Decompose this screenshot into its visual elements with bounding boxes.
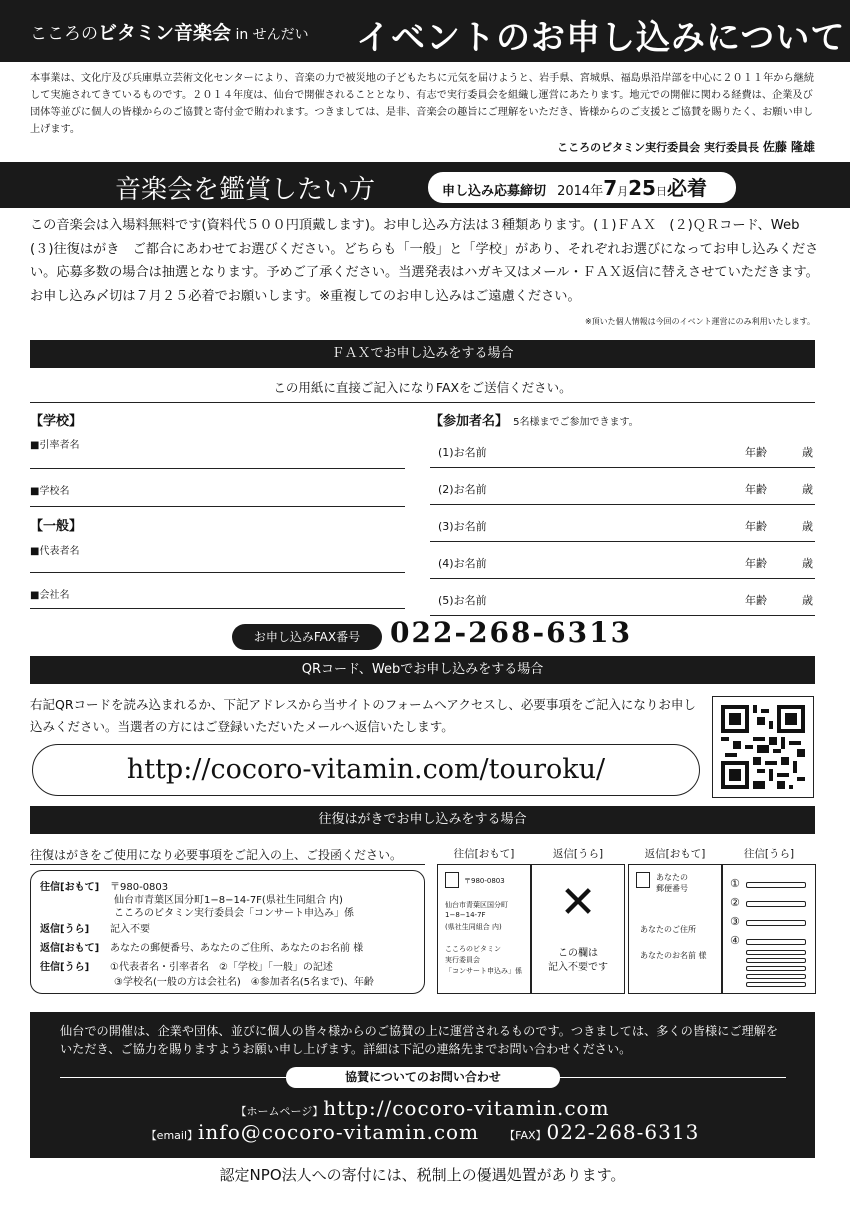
- card1-addr2: 1−8−14-7F: [445, 911, 486, 919]
- fax-number-label: お申し込みFAX番号: [232, 624, 382, 650]
- card4-line-box: [746, 974, 806, 979]
- qr-code[interactable]: [712, 696, 814, 798]
- postcard-row-label: 返信[おもて]: [40, 943, 100, 954]
- intro-signature: こころのビタミン実行委員会 実行委員長 佐藤 隆雄: [557, 140, 815, 154]
- school-name-field[interactable]: [30, 506, 405, 507]
- intro-text: 本事業は、文化庁及び兵庫県立芸術文化センターにより、音楽の力で被災地の子どもたちに元気を届けようと、岩手県、宮城県、福島県沿岸部を中心に２０１１年から継続して実施されてきているものです。２０１４年度は、仙台で開催されることとなり、有志で実行委員会を組織し運営にあたります。地元での開催に関わる経費は、企業及び団体等並びに個人の皆様からのご協賛と寄付金で賄われます。つきましては、是非、音楽会の趣旨にご理解をいただき、皆様からのご支援とご協賛を賜りたく、お願い申し上げます。: [30, 73, 815, 135]
- postcard-row-value: あなたの郵便番号、あなたのご住所、あなたのお名前 様: [110, 943, 364, 954]
- postcard-row-value: 記入不要: [110, 924, 150, 935]
- participant-age-label: 年齢: [745, 594, 767, 607]
- card1-to2: 実行委員会: [445, 956, 480, 964]
- card4-item-mark: ①: [730, 877, 740, 890]
- card1-addr3: (県社生同組合 内): [445, 923, 502, 931]
- url-text[interactable]: http://cocoro-vitamin.com/touroku/: [126, 754, 606, 785]
- participant-age-label: 年齢: [745, 557, 767, 570]
- card4-line-box: [746, 920, 806, 926]
- tax-note: 認定NPO法人への寄付には、税制上の優遇処置があります。: [219, 1166, 626, 1184]
- participant-age-unit: 歳: [802, 483, 813, 496]
- card4-item-mark: ③: [730, 915, 740, 928]
- page-title: イベントのお申し込みについて: [356, 18, 846, 58]
- card-header: 往信[おもて]: [453, 848, 515, 860]
- participant-age-unit: 歳: [802, 520, 813, 533]
- sponsor-text: 仙台での開催は、企業や団体、並びに個人の皆々様からのご協賛の上に運営されるものです。つきましては、多くの皆様にご理解をいただき、ご協力を賜りますようお願い申し上げます。詳細は下記の連絡先までお問い合わせください。: [60, 1024, 779, 1056]
- card4-item-mark: ②: [730, 896, 740, 909]
- participant-name-label: (2)お名前: [438, 483, 487, 496]
- card1-to1: こころのビタミン: [445, 945, 501, 953]
- card4-line-box: [746, 882, 806, 888]
- card4-line-box: [746, 958, 806, 963]
- participant-age-label: 年齢: [745, 520, 767, 533]
- general-label: 【一般】: [30, 519, 83, 534]
- card2-note1: この欄は: [558, 948, 598, 959]
- postcard-rule: [30, 864, 425, 865]
- participants-header: 【参加者名】 5名様までご参加できます。: [430, 414, 639, 429]
- school-name-label: ■学校名: [30, 486, 70, 497]
- participant-age-unit: 歳: [802, 594, 813, 607]
- card3-zip2: 郵便番号: [656, 884, 688, 893]
- brand-title: こころのビタミン音楽会 in せんだい: [30, 22, 309, 44]
- participant-name-label: (4)お名前: [438, 557, 487, 570]
- card4-line-box: [746, 950, 806, 955]
- school-label: 【学校】: [30, 414, 83, 429]
- qr-code-icon: [721, 705, 805, 789]
- contact-heading: 協賛についてのお問い合わせ: [286, 1067, 560, 1088]
- postcard-instruction: 往復はがきをご使用になり必要事項をご記入の上、ご投函ください。: [30, 848, 403, 862]
- postcard-row-value: ①代表者名・引率者名 ②「学校」「一般」の記述: [110, 962, 333, 973]
- teacher-label: ■引率者名: [30, 440, 80, 451]
- web-instruction: 右記QRコードを読み込まれるか、下記アドレスから当サイトのフォームへアクセスし、必要事項をご記入になりお申し込みください。当選者の方にはご登録いただいたメールへ返信いたします。: [30, 697, 696, 734]
- company-label: ■会社名: [30, 590, 70, 601]
- fax-top-rule: [30, 402, 815, 403]
- postcard-row-value: 〒980-0803: [110, 882, 169, 893]
- participant-name-label: (1)お名前: [438, 446, 487, 459]
- web-heading: QRコード、Webでお申し込みをする場合: [30, 656, 815, 684]
- deadline-badge: 申し込み応募締切 2014年7月25日必着: [428, 172, 736, 203]
- card1-zip: 〒980-0803: [464, 877, 505, 885]
- participant-name-label: (3)お名前: [438, 520, 487, 533]
- rep-label: ■代表者名: [30, 546, 80, 557]
- participant-row[interactable]: [430, 547, 815, 579]
- url-box[interactable]: [32, 744, 700, 796]
- participant-row[interactable]: [430, 473, 815, 505]
- card3-zip1: あなたの: [656, 873, 688, 882]
- rep-field[interactable]: [30, 572, 405, 573]
- postcard-heading: 往復はがきでお申し込みをする場合: [30, 806, 815, 834]
- cross-icon: ✕: [559, 877, 597, 928]
- participant-age-unit: 歳: [802, 557, 813, 570]
- concert-heading: 音楽会を鑑賞したい方: [115, 175, 376, 205]
- card-header: 往信[うら]: [743, 848, 795, 860]
- card4-item-mark: ④: [730, 934, 740, 947]
- card-header: 返信[うら]: [552, 848, 604, 860]
- privacy-note: ※頂いた個人情報は今回のイベント運営にのみ利用いたします。: [584, 317, 815, 326]
- participant-row[interactable]: [430, 436, 815, 468]
- participant-age-label: 年齢: [745, 483, 767, 496]
- card1-to3: 「コンサート申込み」係: [445, 967, 522, 975]
- card2-note2: 記入不要です: [548, 962, 608, 973]
- participant-row[interactable]: [430, 510, 815, 542]
- concert-body: この音楽会は入場料無料です(資料代５００円頂戴します)。お申し込み方法は３種類あります。(１)ＦＡＸ (２)ＱＲコード、Web (３)往復はがき ご都合にあわせてお選びください。どちらも「一般」と「学校」があり、それぞれお選びになってお申し込みください。応募多数の場合は抽選となります。予めご了承ください。当選発表はハガキ又はメール・ＦＡＸ返信に替えさせていただきます。お申し込み〆切は７月２５必着でお願いします。※重複してのお申し込みはご遠慮ください。: [30, 218, 819, 304]
- company-field[interactable]: [30, 608, 405, 609]
- card4-line-box: [746, 901, 806, 907]
- card1-addr1: 仙台市青葉区国分町: [445, 901, 508, 909]
- postcard-row-label: 往信[うら]: [40, 962, 90, 973]
- card3-zip-box: [636, 872, 650, 888]
- participant-age-label: 年齢: [745, 446, 767, 459]
- participant-age-unit: 歳: [802, 446, 813, 459]
- participant-name-label: (5)お名前: [438, 594, 487, 607]
- teacher-field[interactable]: [30, 468, 405, 469]
- postcard-row-label: 返信[うら]: [40, 924, 90, 935]
- contact-email-fax: 【email】info@cocoro-vitamin.com 【FAX】022-268-6313: [145, 1120, 700, 1144]
- postcard-row-value: こころのビタミン実行委員会「コンサート申込み」係: [114, 908, 354, 919]
- participant-row[interactable]: [430, 584, 815, 616]
- card4-line-box: [746, 939, 806, 945]
- card-header: 返信[おもて]: [644, 848, 706, 860]
- card4-line-box: [746, 982, 806, 987]
- card1-zip-box: [445, 872, 459, 888]
- fax-instruction: この用紙に直接ご記入になりFAXをご送信ください。: [273, 380, 572, 395]
- postcard-row-value: 仙台市青葉区国分町1−8−14-7F(県社生同組合 内): [114, 895, 343, 906]
- card3-addr: あなたのご住所: [640, 925, 696, 934]
- fax-heading: ＦＡＸでお申し込みをする場合: [30, 340, 815, 368]
- card3-name: あなたのお名前 様: [640, 951, 707, 960]
- postcard-row-label: 往信[おもて]: [40, 882, 100, 893]
- contact-homepage: 【ホームページ】http://cocoro-vitamin.com: [235, 1096, 610, 1120]
- fax-number: 022-268-6313: [390, 616, 633, 649]
- postcard-row-value: ③学校名(一般の方は会社名) ④参加者名(5名まで)、年齢: [114, 977, 374, 988]
- card4-line-box: [746, 966, 806, 971]
